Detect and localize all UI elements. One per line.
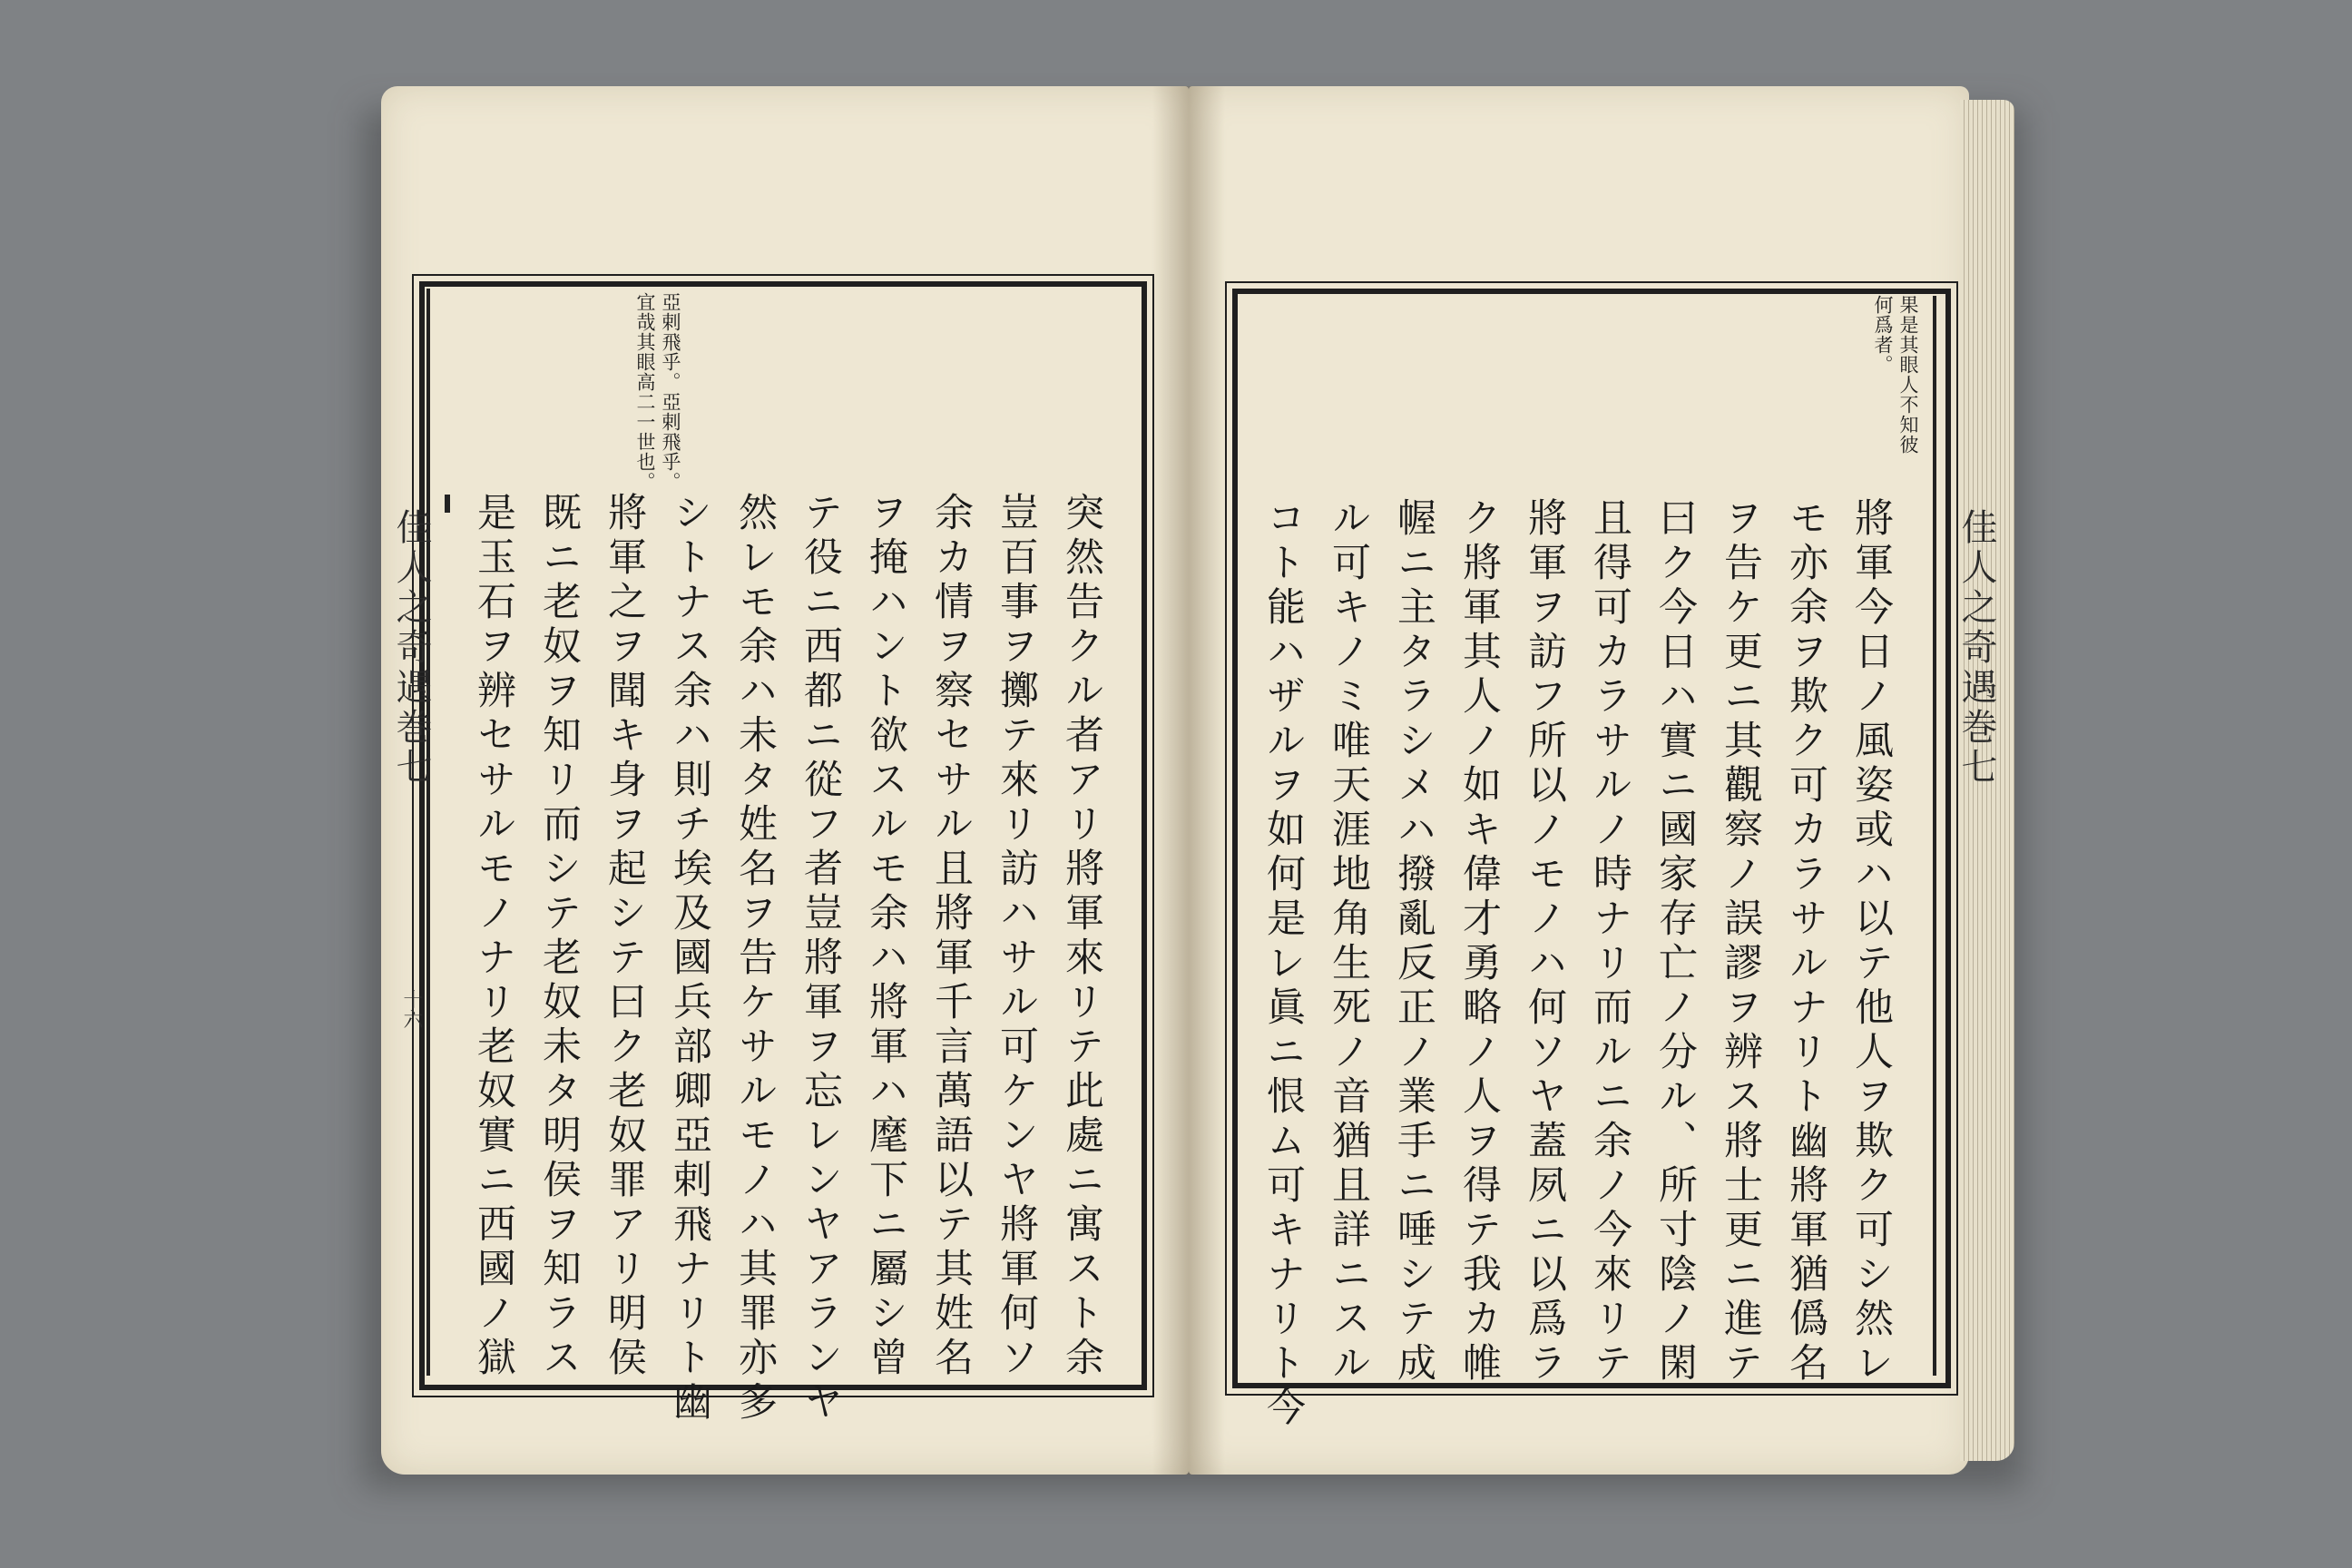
left-column-2: 豈百事ヲ擲テ來リ訪ハサル可ケンヤ將軍何ソ [994,492,1039,1381]
right-headnote-line-1: 果是其眼人不知彼 [1897,295,1920,455]
left-column-6: 然レモ余ハ未タ姓名ヲ告ケサルモノハ其罪亦多 [732,492,778,1426]
left-column-4: ヲ掩ハント欲スルモ余ハ將軍ハ麾下ニ屬シ曾 [863,492,908,1381]
left-headnote-line-1: 亞剌飛乎。亞剌飛乎。 [660,292,682,492]
right-column-6: 將軍ヲ訪フ所以ノモノハ何ソヤ蓋夙ニ以爲ラ [1522,497,1567,1387]
left-column-1: 突然告クル者アリ將軍來リテ此處ニ寓スト余 [1059,492,1104,1381]
left-spine-notch [445,495,450,513]
right-spine-title: 佳人之奇遇巻七 [1955,508,1997,788]
right-column-10: コト能ハザルヲ如何是レ眞ニ恨ム可キナリト今 [1260,497,1306,1431]
left-headnote-line-2: 宜哉其眼高二一世也。 [634,292,657,492]
right-column-4: 曰ク今日ハ實ニ國家存亡ノ分ル、所寸陰ノ閑 [1652,497,1698,1387]
right-column-2: モ亦余ヲ欺ク可カラサルナリト幽將軍猶僞名 [1783,497,1828,1387]
right-column-3: ヲ告ケ更ニ其觀察ノ誤謬ヲ辨ス將士更ニ進テ [1718,497,1763,1387]
right-column-1: 將軍今日ノ風姿或ハ以テ他人ヲ欺ク可シ然レ [1848,497,1894,1387]
right-column-7: ク將軍其人ノ如キ偉才勇略ノ人ヲ得テ我カ帷 [1456,497,1502,1387]
left-column-5: テ役ニ西都ニ從フ者豈將軍ヲ忘レンヤアランヤ [798,492,843,1426]
right-spine-border [1933,296,1936,1376]
left-column-7: シトナス余ハ則チ埃及國兵部卿亞剌飛ナリト幽 [667,492,712,1426]
right-headnote-line-2: 何爲者。 [1872,295,1895,375]
right-column-9: ル可キノミ唯天涯地角生死ノ音猶且詳ニスル [1326,497,1371,1387]
right-column-8: 幄ニ主タラシメハ撥亂反正ノ業手ニ唾シテ成 [1391,497,1436,1387]
left-column-8: 將軍之ヲ聞キ身ヲ起シテ曰ク老奴罪アリ明侯 [602,492,647,1381]
left-page-number: 十六 [400,989,423,1029]
left-column-3: 余カ情ヲ察セサル且將軍千言萬語以テ其姓名 [928,492,974,1381]
book-gutter [1152,86,1225,1475]
right-column-5: 且得可カラサルノ時ナリ而ルニ余ノ今來リテ [1587,497,1632,1387]
left-spine-title: 佳人之奇遇巻七 [390,508,432,788]
left-column-10: 是玉石ヲ辨セサルモノナリ老奴實ニ西國ノ獄 [471,492,516,1381]
left-column-9: 既ニ老奴ヲ知リ而シテ老奴未タ明侯ヲ知ラス [536,492,582,1381]
